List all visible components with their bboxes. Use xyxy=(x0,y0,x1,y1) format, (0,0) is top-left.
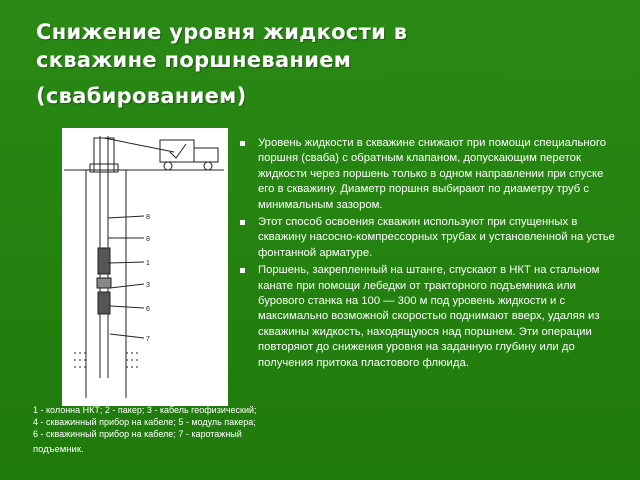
callout-label: 6 xyxy=(146,306,150,313)
truck-wheel-rear xyxy=(204,162,212,170)
wellhead xyxy=(94,138,114,172)
well-diagram-drawing xyxy=(62,128,228,406)
bullet-list xyxy=(240,136,618,373)
leader-6 xyxy=(110,334,144,338)
callout-label: 8 xyxy=(146,214,150,221)
bullet-text: Уровень жидкости в скважине снижают при помощи специального поршня (сваба) с обратным клапаном, допускающим переток жидкости через поршень только в одном направлении при спуске его в скважину. Диаметр поршня выбирают по диаметру труб с минимальным зазором. xyxy=(258,137,607,211)
downhole-instrument xyxy=(98,248,110,274)
bullet-text: Этот способ освоения скважин используют при спущенных в скважину насосно-компрессорных трубах и установленной на устье фонтанной арматуре. xyxy=(258,216,615,259)
bullet-item xyxy=(240,263,618,371)
leader-4 xyxy=(110,284,144,288)
truck-symbol xyxy=(170,144,186,158)
callout-label: 3 xyxy=(146,282,150,289)
callout-label: 8 xyxy=(146,236,150,243)
title-line-2: скважине поршневанием xyxy=(36,48,352,72)
callout-label: 7 xyxy=(146,336,150,343)
title-line-1: Снижение уровня жидкости в xyxy=(36,20,408,44)
slide-title xyxy=(36,18,616,110)
leader-3 xyxy=(108,262,144,263)
perforation-zone xyxy=(74,353,138,367)
well-swabbing-diagram xyxy=(62,128,228,406)
truck-cab xyxy=(160,140,194,162)
downhole-instrument-lower xyxy=(98,292,110,314)
packer-module xyxy=(97,278,111,288)
bullet-text: Поршень, закрепленный на штанге, спускают в НКТ на стальном канате при помощи лебедки от тракторного подъемника или бурового станка на 100 — 300 м под уровень жидкости и с максимально возможной скоростью поднимают вверх, удаляя из скважины жидкость, находящуюся над поршнем. Эти операции повторяют до снижения уровня на заданную глубину или до получения притока пластового флюида. xyxy=(258,264,600,369)
bullet-marker xyxy=(240,141,245,146)
figure-caption xyxy=(33,404,258,456)
bullet-item xyxy=(240,215,618,261)
callout-label: 1 xyxy=(146,260,150,267)
title-line-3: (свабированием) xyxy=(36,84,247,108)
caption-text: 1 - колонна НКТ; 2 - пакер; 3 - кабель геофизический; 4 - скважинный прибор на кабеле; 5 - модуль пакера; 6 - скважинный прибор на кабеле; 7 - каротажный xyxy=(33,405,257,439)
bullet-marker xyxy=(240,220,245,225)
truck-body xyxy=(194,148,218,162)
bullet-marker xyxy=(240,268,245,273)
caption-tail: подъемник. xyxy=(33,444,84,455)
leader-5 xyxy=(110,306,144,308)
bullet-item xyxy=(240,136,618,213)
truck-wheel-front xyxy=(164,162,172,170)
